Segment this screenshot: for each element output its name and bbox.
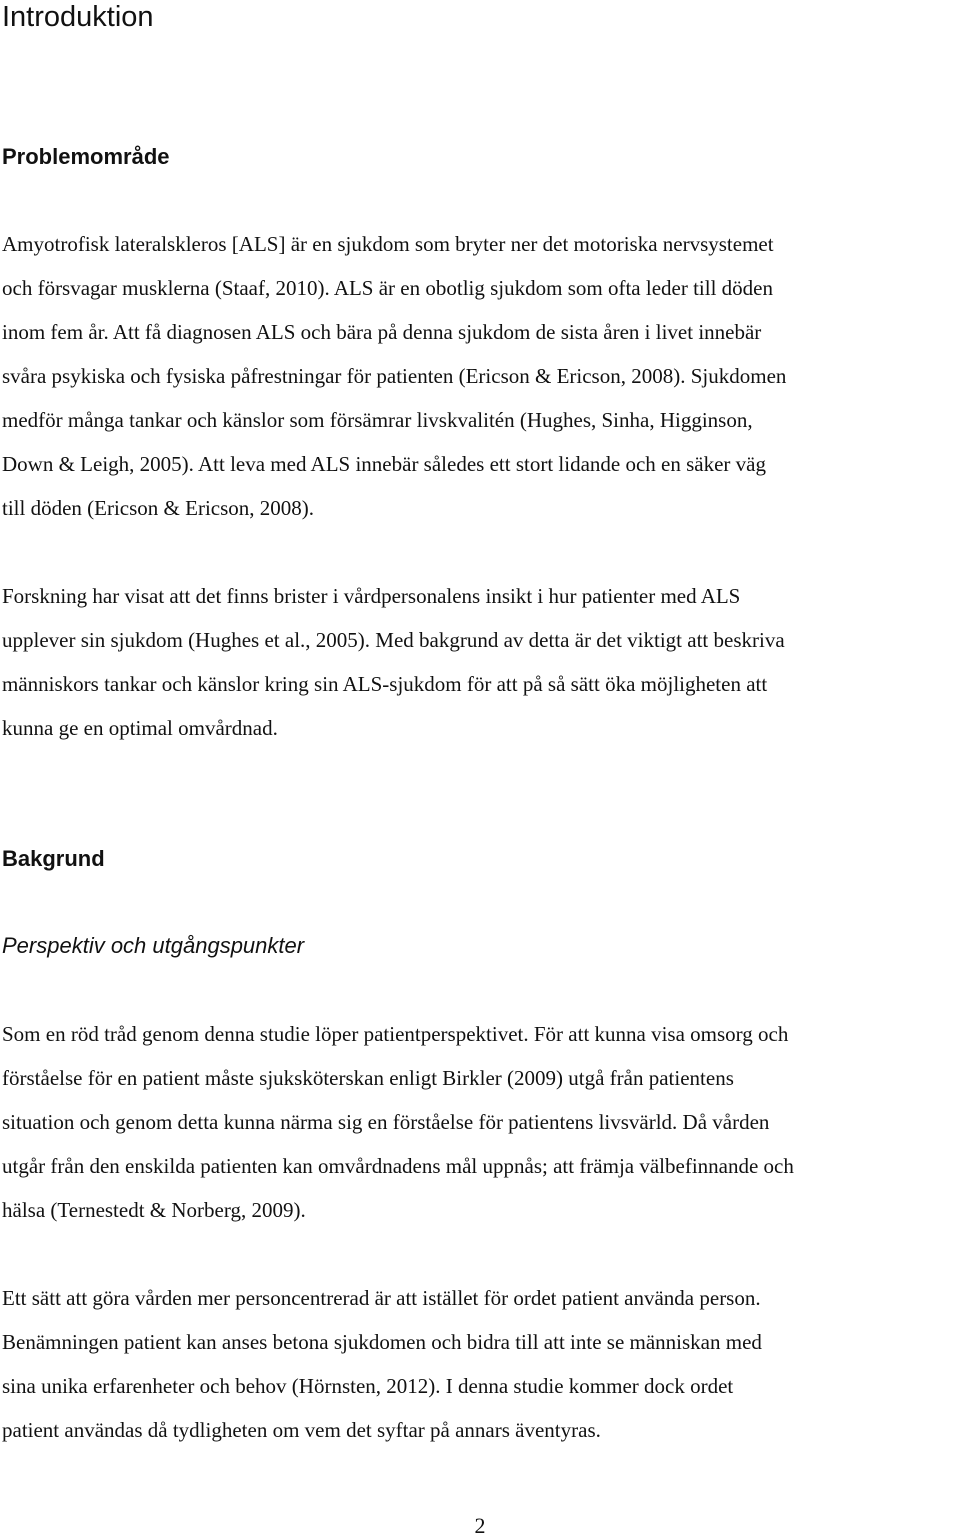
paragraph-line: Som en röd tråd genom denna studie löper patientperspektivet. För att kunna visa omsorg och (2, 1022, 789, 1046)
paragraph-line: sina unika erfarenheter och behov (Hörnsten, 2012). I denna studie kommer dock ordet (2, 1374, 734, 1398)
paragraph-line: förståelse för en patient måste sjuksköterskan enligt Birkler (2009) utgå från patientens (2, 1066, 734, 1090)
section-heading-bakgrund: Bakgrund (2, 846, 105, 871)
paragraph-line: utgår från den enskilda patienten kan omvårdnadens mål uppnås; att främja välbefinnande och (2, 1154, 794, 1178)
paragraph-line: upplever sin sjukdom (Hughes et al., 2005). Med bakgrund av detta är det viktigt att beskriva (2, 628, 785, 652)
paragraph-line: till döden (Ericson & Ericson, 2008). (2, 496, 315, 520)
paragraph-line: Down & Leigh, 2005). Att leva med ALS innebär således ett stort lidande och en säker väg (2, 452, 766, 476)
paragraph-line: Ett sätt att göra vården mer personcentrerad är att istället för ordet patient använda person. (2, 1286, 761, 1310)
paragraph-line: Amyotrofisk lateralskleros [ALS] är en sjukdom som bryter ner det motoriska nervsystemet (2, 232, 774, 256)
page-title: Introduktion (2, 1, 154, 33)
paragraph-line: svåra psykiska och fysiska påfrestningar för patienten (Ericson & Ericson, 2008). Sjukdomen (2, 364, 787, 388)
paragraph-line: och försvagar musklerna (Staaf, 2010). ALS är en obotlig sjukdom som ofta leder till döden (2, 276, 774, 300)
paragraph-line: patient användas då tydligheten om vem det syftar på annars äventyras. (2, 1418, 601, 1442)
page-number: 2 (474, 1513, 486, 1538)
paragraph-line: Benämningen patient kan anses betona sjukdomen och bidra till att inte se människan med (2, 1330, 762, 1354)
subsection-heading-perspektiv: Perspektiv och utgångspunkter (2, 933, 305, 958)
paragraph-line: människors tankar och känslor kring sin ALS-sjukdom för att på så sätt öka möjligheten att (2, 672, 768, 696)
paragraph-line: kunna ge en optimal omvårdnad. (2, 716, 278, 740)
paragraph-line: medför många tankar och känslor som försämrar livskvalitén (Hughes, Sinha, Higginson, (2, 408, 753, 432)
paragraph-line: inom fem år. Att få diagnosen ALS och bära på denna sjukdom de sista åren i livet innebär (2, 320, 762, 344)
paragraph-line: Forskning har visat att det finns brister i vårdpersonalens insikt i hur patienter med ALS (2, 584, 741, 608)
section-heading-problemomrade: Problemområde (2, 144, 170, 169)
paragraph-line: situation och genom detta kunna närma sig en förståelse för patientens livsvärld. Då vården (2, 1110, 770, 1134)
paragraph-line: hälsa (Ternestedt & Norberg, 2009). (2, 1198, 306, 1222)
